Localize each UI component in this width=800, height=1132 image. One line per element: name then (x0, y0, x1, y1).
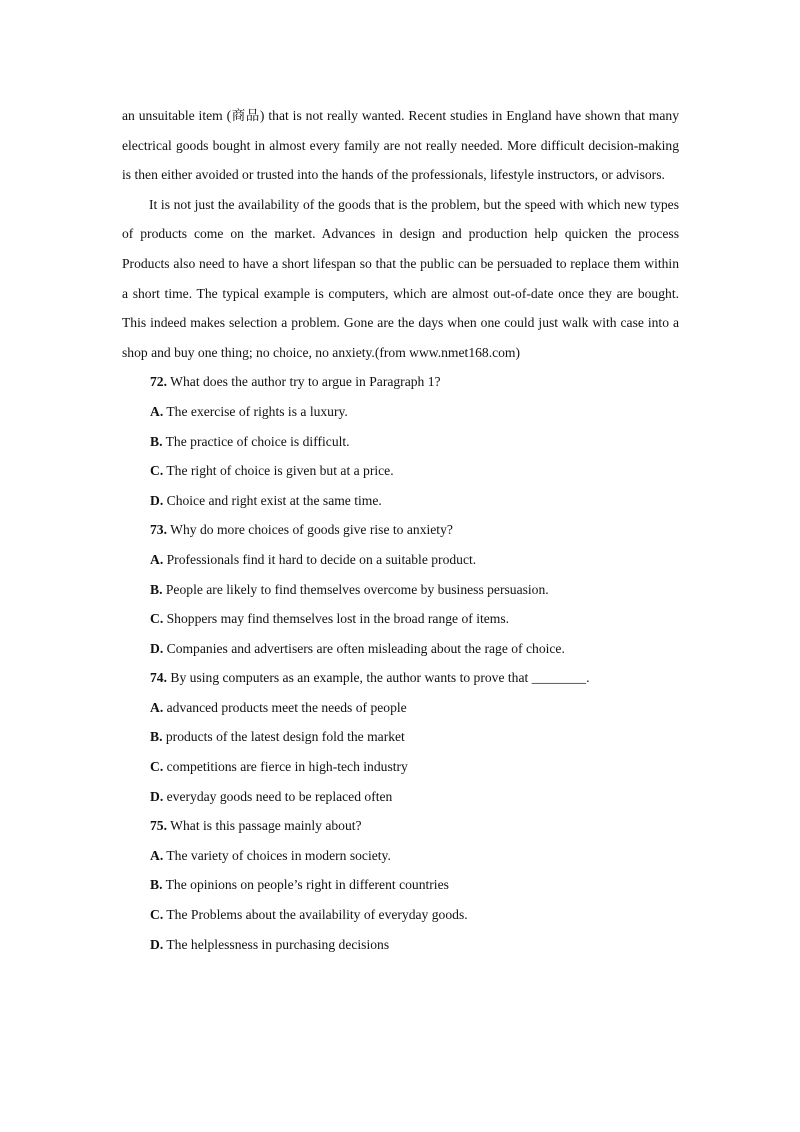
option-text: everyday goods need to be replaced often (166, 788, 393, 804)
option-text: Shoppers may find themselves lost in the broad range of items. (166, 611, 510, 627)
option-75-d (122, 930, 679, 960)
question-number: 72. (150, 374, 167, 390)
option-75-b (122, 870, 679, 900)
question-text: By using computers as an example, the author wants to prove that ________. (170, 670, 590, 686)
question-text: Why do more choices of goods give rise to anxiety? (170, 522, 453, 538)
passage-paragraph-2: It is not just the availability of the goods that is the problem, but the speed with which new types of products come on the market. Advances in design and production help quicken the process Products also need to have a short lifespan so that the public can be persuaded to replace them within a short time. The typical example is computers, which are almost out-of-date once they are bought. This indeed makes selection a problem. Gone are the days when one could just walk with case into a shop and buy one thing; no choice, no anxiety.(from www.nmet168.com) (122, 196, 679, 360)
question-list (122, 367, 679, 959)
option-75-c (122, 900, 679, 930)
option-72-a (122, 397, 679, 427)
question-text: What does the author try to argue in Paragraph 1? (170, 374, 441, 390)
option-73-a (122, 545, 679, 575)
passage-paragraph-1: an unsuitable item (商品) that is not really wanted. Recent studies in England have shown that many electrical goods bought in almost every family are not really needed. More difficult decision-making is then either avoided or trusted into the hands of the professionals, lifestyle instructors, or advisors. (122, 108, 679, 183)
option-72-b (122, 427, 679, 457)
option-letter: D. (150, 936, 164, 952)
option-text: Companies and advertisers are often misleading about the rage of choice. (166, 640, 565, 656)
question-73 (122, 515, 679, 545)
option-letter: A. (150, 403, 164, 419)
option-74-a (122, 693, 679, 723)
question-number: 75. (150, 818, 167, 834)
option-text: The helplessness in purchasing decisions (166, 936, 390, 952)
option-letter: B. (150, 581, 163, 597)
option-letter: C. (150, 611, 164, 627)
option-73-c (122, 604, 679, 634)
question-number: 73. (150, 522, 167, 538)
option-text: Choice and right exist at the same time. (166, 492, 382, 508)
option-letter: C. (150, 463, 164, 479)
option-text: The right of choice is given but at a price. (166, 463, 394, 479)
question-74 (122, 663, 679, 693)
option-text: The exercise of rights is a luxury. (166, 403, 348, 419)
option-74-d (122, 782, 679, 812)
option-letter: B. (150, 729, 163, 745)
option-text: products of the latest design fold the market (165, 729, 405, 745)
question-number: 74. (150, 670, 167, 686)
question-text: What is this passage mainly about? (170, 818, 362, 834)
option-letter: A. (150, 699, 164, 715)
option-text: People are likely to find themselves overcome by business persuasion. (165, 581, 549, 597)
option-letter: D. (150, 640, 164, 656)
option-72-c (122, 456, 679, 486)
option-73-d (122, 634, 679, 664)
option-letter: A. (150, 847, 164, 863)
option-text: competitions are fierce in high-tech industry (166, 759, 408, 775)
option-73-b (122, 575, 679, 605)
option-letter: C. (150, 759, 164, 775)
option-text: The opinions on people’s right in different countries (165, 877, 449, 893)
question-75 (122, 811, 679, 841)
option-text: The practice of choice is difficult. (165, 433, 350, 449)
option-text: The variety of choices in modern society. (166, 847, 391, 863)
option-75-a (122, 841, 679, 871)
option-text: advanced products meet the needs of people (166, 699, 407, 715)
option-letter: B. (150, 433, 163, 449)
option-letter: A. (150, 551, 164, 567)
option-74-c (122, 752, 679, 782)
option-letter: D. (150, 492, 164, 508)
option-text: The Problems about the availability of everyday goods. (166, 907, 468, 923)
option-text: Professionals find it hard to decide on a suitable product. (166, 551, 477, 567)
question-72 (122, 367, 679, 397)
document-page (122, 101, 679, 959)
option-letter: C. (150, 907, 164, 923)
option-74-b (122, 722, 679, 752)
option-72-d (122, 486, 679, 516)
option-letter: B. (150, 877, 163, 893)
option-letter: D. (150, 788, 164, 804)
